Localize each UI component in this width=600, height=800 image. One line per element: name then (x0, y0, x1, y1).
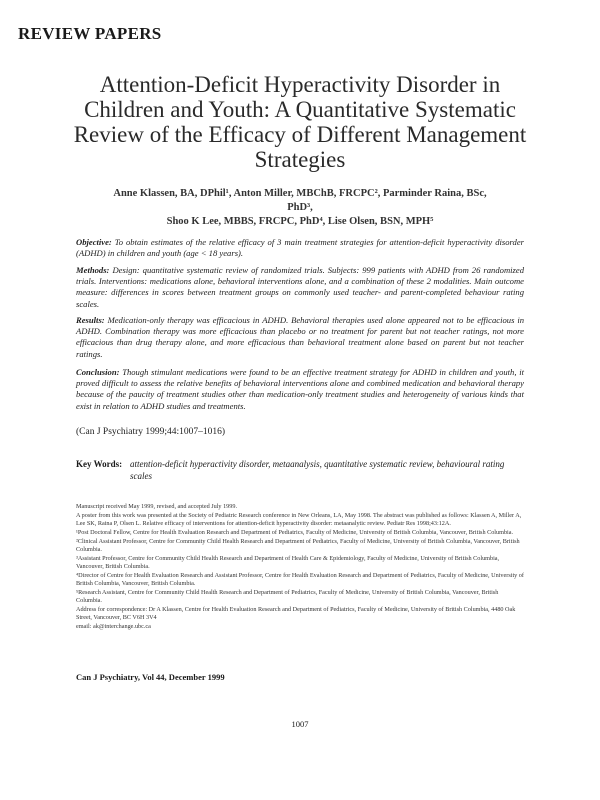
abstract-objective (76, 237, 524, 259)
footnote-poster: A poster from this work was presented at the Society of Pediatric Research conference in New Orleans, LA, May 1998. The abstract was published as follows: Klassen A, Miller A, Lee SK, Raina P, Olsen L. Relative efficacy of interventions for attention-deficit hyperactivity disorder: metaanalytic review. Pediatr Res 1998;43:12A. (76, 512, 522, 527)
methods-text: Design: quantitative systematic review of randomized trials. Subjects: 999 patients with ADHD from 26 randomized trials. Interventions: medications alone, behavioral interventions alone, and a combination of these 2 modalities. Main outcome measure: differences in scores between treatment groups on commonly used teacher- and parent-completed behaviour rating scales. (76, 265, 524, 309)
conclusion-text: Though stimulant medications were found to be an effective treatment strategy for ADHD in children and youth, it proved difficult to assess the relative benefits of behavioral interventions alone and combined medication and behavioral therapy because of the paucity of treatment studies other than medication-only treatment studies and heterogeneity of various kinds that exist in relation to ADHD studies and treatments. (76, 367, 524, 411)
journal-footer: Can J Psychiatry, Vol 44, December 1999 (76, 672, 225, 682)
footnotes (76, 503, 524, 632)
keywords-text: attention-deficit hyperactivity disorder, metaanalysis, quantitative systematic review, behavioural rating scales (130, 459, 505, 481)
abstract-results (76, 315, 524, 360)
conclusion-label: Conclusion: (76, 367, 120, 377)
keywords (76, 459, 524, 482)
abstract-methods (76, 265, 524, 310)
footnote-affiliation-4: ⁴Director of Centre for Health Evaluation Research and Assistant Professor, Centre for Health Evaluation Research and Department of Pediatrics, Faculty of Medicine, University of British Columbia, Vancouver, British Columbia. (76, 572, 524, 588)
footnote-affiliation-3: ³Assistant Professor, Centre for Community Child Health Research and Department of Health Care & Epidemiology, Faculty of Medicine, University of British Columbia, Vancouver, British Columbia. (76, 555, 500, 571)
footnote-email: email: ak@interchange.ubc.ca (76, 623, 151, 631)
journal-citation: (Can J Psychiatry 1999;44:1007–1016) (76, 427, 226, 437)
keywords-label: Key Words: (76, 459, 123, 469)
results-text: Medication-only therapy was efficacious in ADHD. Behavioral therapies used alone appeared not to be efficacious in ADHD. Combination therapy was more efficacious than placebo or no treatment for parent but not teacher ratings, not more efficacious than drug therapy alone, and more efficacious than behavioral treatment alone based on parent but not teacher ratings. (76, 315, 525, 359)
footnote-received: Manuscript received May 1999, revised, and accepted July 1999. (76, 503, 237, 510)
abstract-conclusion (76, 367, 524, 412)
footnote-affiliation-1: ¹Post Doctoral Fellow, Centre for Health Evaluation Research and Department of Pediatrics, Faculty of Medicine, University of British Columbia, Vancouver, British Columbia. (76, 529, 514, 537)
footnote-correspondence: Address for correspondence: Dr A Klassen, Centre for Health Evaluation Research and Department of Pediatrics, Faculty of Medicine, University of British Columbia, 4480 Oak Street, Vancouver, BC V6H 3V4 (76, 606, 516, 622)
page-number: 1007 (291, 719, 309, 729)
article-title: Attention-Deficit Hyperactivity Disorder in Children and Youth: A Quantitative Systematic Review of the Efficacy of Different Management Strategies (73, 72, 527, 172)
author-line-2: Shoo K Lee, MBBS, FRCPC, PhD⁴, Lise Olsen, BSN, MPH⁵ (166, 216, 434, 227)
section-heading: REVIEW PAPERS (18, 24, 162, 43)
author-list (100, 187, 500, 229)
footnote-affiliation-5: ⁵Research Assistant, Centre for Community Child Health Research and Department of Pediatrics, Faculty of Medicine, University of British Columbia, Vancouver, British Columbia. (76, 589, 499, 605)
objective-text: To obtain estimates of the relative efficacy of 3 main treatment strategies for attention-deficit hyperactivity disorder (ADHD) in children and youth (age < 18 years). (76, 237, 524, 259)
methods-label: Methods: (76, 265, 110, 275)
footnote-affiliation-2: ²Clinical Assistant Professor, Centre for Community Child Health Research and Department of Pediatrics, Faculty of Medicine, University of British Columbia, Vancouver, British Columbia. (76, 538, 520, 554)
objective-label: Objective: (76, 237, 112, 247)
author-line-1: Anne Klassen, BA, DPhil¹, Anton Miller, MBChB, FRCPC², Parminder Raina, BSc, PhD³, (113, 188, 487, 213)
results-label: Results: (76, 315, 105, 325)
